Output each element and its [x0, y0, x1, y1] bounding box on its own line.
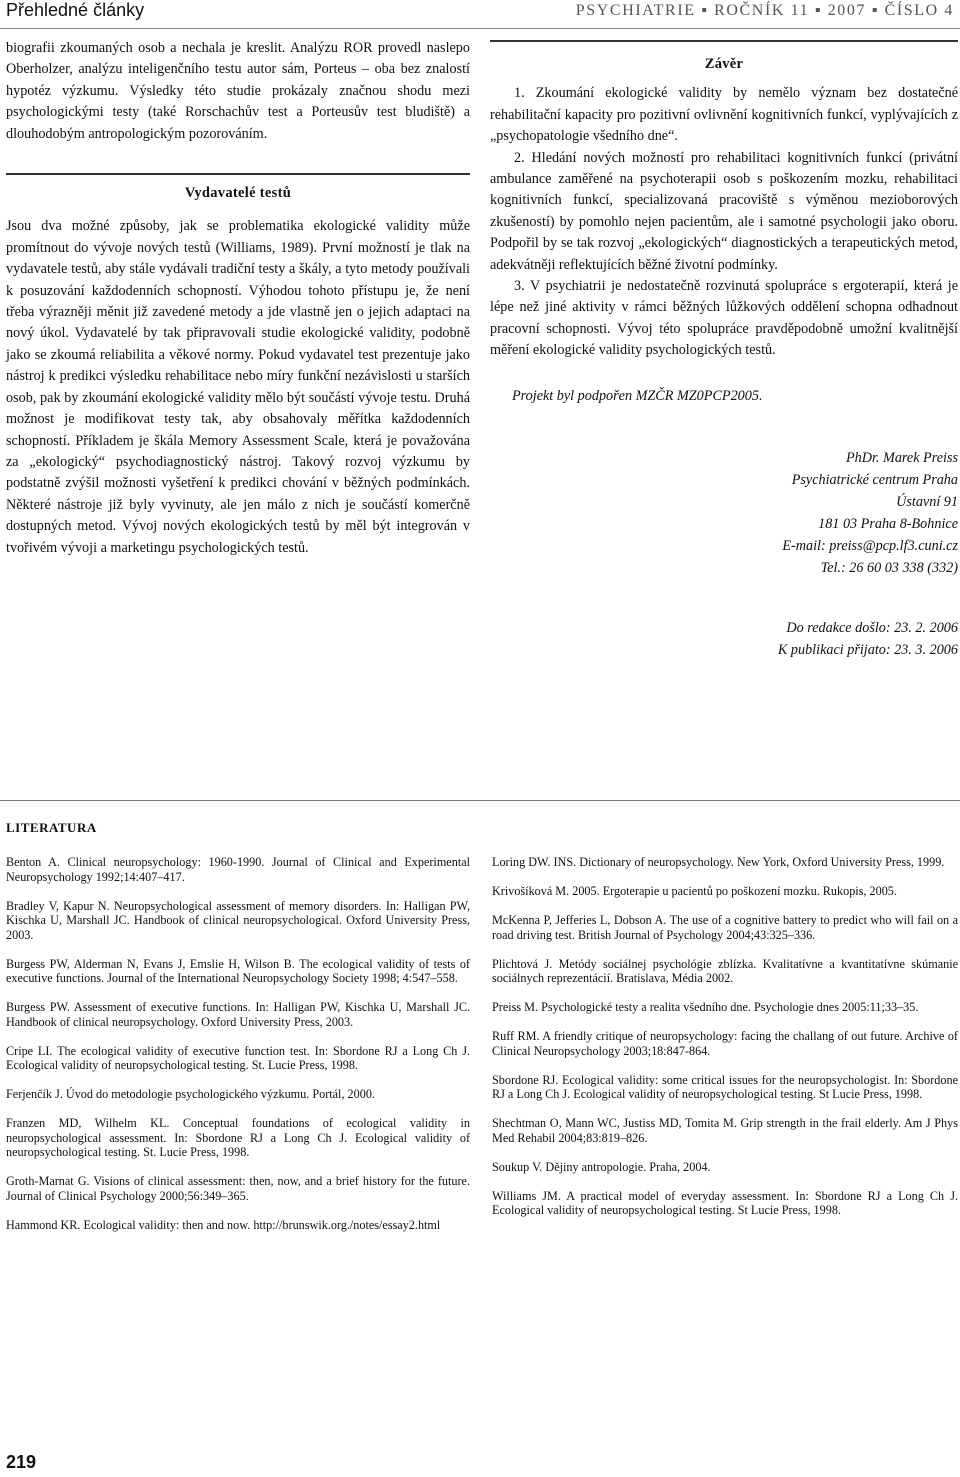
reference-item: Groth-Marnat G. Visions of clinical assessment: then, now, and a brief history for the future. Journal of Clinical Psychology 2000;56:349–365.: [6, 1174, 470, 1203]
conclusion-item: 1. Zkoumání ekologické validity by nemělo význam bez dostatečné rehabilitační kapacity pro pozitivní ovlivnění kognitivních funkcí, vyplývajících z „psychopatologie všedního dne“.: [490, 85, 958, 145]
references-right: [492, 855, 958, 1232]
header-divider: [0, 28, 960, 29]
author-email: E-mail: preiss@pcp.lf3.cuni.cz: [782, 538, 958, 555]
section-title-publishers: Vydavatelé testů: [6, 173, 470, 204]
author-street: Ústavní 91: [896, 494, 958, 511]
author-name: PhDr. Marek Preiss: [845, 450, 958, 467]
section-label: Přehledné články: [6, 0, 145, 20]
author-phone: Tel.: 26 60 03 338 (332): [820, 560, 958, 577]
reference-item: McKenna P, Jefferies L, Dobson A. The use of a cognitive battery to predict who will fail on a road driving test. British Journal of Psychology 2004;43:325–336.: [492, 913, 958, 942]
literature-divider: [0, 800, 960, 801]
literature-title: LITERATURA: [6, 820, 97, 835]
reference-item: Ferjenčík J. Úvod do metodologie psychologického výzkumu. Portál, 2000.: [6, 1087, 375, 1101]
author-institution: Psychiatrické centrum Praha: [791, 472, 958, 489]
reference-item: Bradley V, Kapur N. Neuropsychological assessment of memory disorders. In: Halligan PW, Kischka U, Marshall JC. Handbook of clinical neuropsychological. Oxford University Press, 2003.: [6, 898, 470, 942]
reference-item: Plichtová J. Metódy sociálnej psychológie zblízka. Kvalitatívne a kvantitatívne skúmanie sociálnych reprezentácií. Bratislava, Média 2002.: [492, 956, 958, 985]
conclusion-list: [490, 83, 958, 361]
reference-item: Sbordone RJ. Ecological validity: some critical issues for the neuropsychologist. In: Sbordone RJ a Long Ch J. Ecological validity of neuropsychological testing. St Lucie Press, 1998.: [492, 1072, 958, 1101]
conclusion-item: 3. V psychiatrii je nedostatečně rozvinutá spolupráce s ergoterapií, která je lépe než jiné aktivity v rámci běžných lůžkových oddělení schopna odhadnout pracovní schopnosti. Vývoj této spolupráce pravděpodobně umožní kvalitnější měření ekologické validity psychologických testů.: [490, 278, 958, 359]
reference-item: Preiss M. Psychologické testy a realita všedního dne. Psychologie dnes 2005:11;33–35.: [492, 1000, 919, 1014]
left-column: [6, 38, 470, 559]
reference-item: Krivošíková M. 2005. Ergoterapie u pacientů po poškození mozku. Rukopis, 2005.: [492, 884, 897, 898]
reference-item: Shechtman O, Mann WC, Justiss MD, Tomita M. Grip strength in the frail elderly. Am J Phys Med Rehabil 2004;83:819–826.: [492, 1116, 958, 1145]
reference-item: Burgess PW. Assessment of executive functions. In: Halligan PW, Kischka U, Marshall JC. Handbook of clinical neuropsychology. Oxford University Press, 2003.: [6, 1000, 470, 1029]
section-title-conclusion: Závěr: [490, 40, 958, 75]
reference-item: Burgess PW, Alderman N, Evans J, Emslie H, Wilson B. The ecological validity of tests of executive functions. Journal of the International Neuropsychology Society 1998; 4:547–558.: [6, 956, 470, 985]
submission-dates: [490, 617, 958, 661]
reference-item: Loring DW. INS. Dictionary of neuropsychology. New York, Oxford University Press, 1999.: [492, 855, 945, 869]
reference-item: Benton A. Clinical neuropsychology: 1960-1990. Journal of Clinical and Experimental Neuropsychology 1992;14:407–417.: [6, 855, 470, 884]
reference-item: Ruff RM. A friendly critique of neuropsychology: facing the challang of out future. Archive of Clinical Neuropsychology 2003;18:847-864.: [492, 1029, 958, 1058]
page-number: 219: [6, 1452, 37, 1472]
publishers-paragraph: Jsou dva možné způsoby, jak se problematika ekologické validity může promítnout do vývoje nových testů (Williams, 1989). První možností je tlak na vydavatele testů, aby stále vydávali tradiční testy a škály, a tyto metody používali k posuzování každodenních schopností. Výhodou tohoto přístupu je, že není třeba výrazněji měnit již zavedené metody a jde vlastně jen o jejich adaptaci na nový úkol. Vydavatelé by tak připravovali studie ekologické validity, podobně jako se zkoumá reliabilita a věkové normy. Pokud vydavatel test prezentuje jako nástroj k predikci výsledku rehabilitace nebo míry funkční nezávislosti u starších osob, pak by zkoumání ekologické validity mělo být součástí vývoje testu. Druhá možnost je modifikovat testy tak, aby obsahovaly měřítka každodenních schopností. Příkladem je škála Memory Assessment Scale, která je považována za „ekologický“ psychodiagnostický nástroj. Takový rozvoj výzkumu by podstatně zvýšil možnosti vyšetření k predikci chování v běžných podmínkách. Některé nástroje již byly vyvinuty, ale jen málo z nich je součástí komerčně dostupných metod. Vývoj nových ekologických testů by měl být integrován v tvořivém vývoji a marketingu psychologických testů.: [6, 218, 470, 556]
reference-item: Williams JM. A practical model of everyday assessment. In: Sbordone RJ a Long Ch J. Ecological validity of neuropsychological testing. St Lucie Press, 1998.: [492, 1188, 958, 1217]
reference-item: Soukup V. Dějiny antropologie. Praha, 2004.: [492, 1159, 711, 1174]
date-accepted: K publikaci přijato: 23. 3. 2006: [777, 642, 958, 659]
references-left: [6, 855, 470, 1247]
conclusion-item: 2. Hledání nových možností pro rehabilitaci kognitivních funkcí (privátní ambulance zaměřené na psychoterapii osob s poškozením mozku, rehabilitaci kognitivních funkcí, specializovaná pracoviště s výměnou mezioborových zkušeností) by pomohlo nejen pacientům, ale i samotné psychologii jako oboru. Podpořil by se tak rozvoj „ekologických“ diagnostických a terapeutických metod, adekvátněji reflektujících běžné životní podmínky.: [490, 149, 958, 273]
date-received: Do redakce došlo: 23. 2. 2006: [786, 620, 958, 637]
author-address: [490, 447, 958, 579]
reference-item: Hammond KR. Ecological validity: then and now. http://brunswik.org./notes/essay2.html: [6, 1217, 441, 1232]
reference-item: Cripe LI. The ecological validity of executive function test. In: Sbordone RJ a Long Ch J. Ecological validity of neuropsychological testing. St. Lucie Press, 1998.: [6, 1043, 470, 1072]
author-city: 181 03 Praha 8-Bohnice: [818, 516, 958, 533]
funding-note: Projekt byl podpořen MZČR MZ0PCP2005.: [512, 387, 763, 404]
journal-header: PSYCHIATRIE ▪ ROČNÍK 11 ▪ 2007 ▪ ČÍSLO 4: [575, 2, 954, 19]
right-column: [490, 40, 958, 661]
reference-item: Franzen MD, Wilhelm KL. Conceptual foundations of ecological validity in neuropsychological assessment. In: Sbordone RJ a Long Ch J. Ecological validity of neuropsychological testing. St. Lucie Press, 1998.: [6, 1116, 470, 1159]
intro-paragraph: biografii zkoumaných osob a nechala je kreslit. Analýzu ROR provedl naslepo Oberholzer, analýzu inteligenčního testu autor sám, Porteus – oba bez znalostí hypotéz výzkumu. Výsledky této studie prokázaly značnou shodu mezi psychologickými testy (také Rorschachův test a Porteusův test bludiště) a dlouhodobým antropologickým pozorováním.: [6, 40, 470, 142]
